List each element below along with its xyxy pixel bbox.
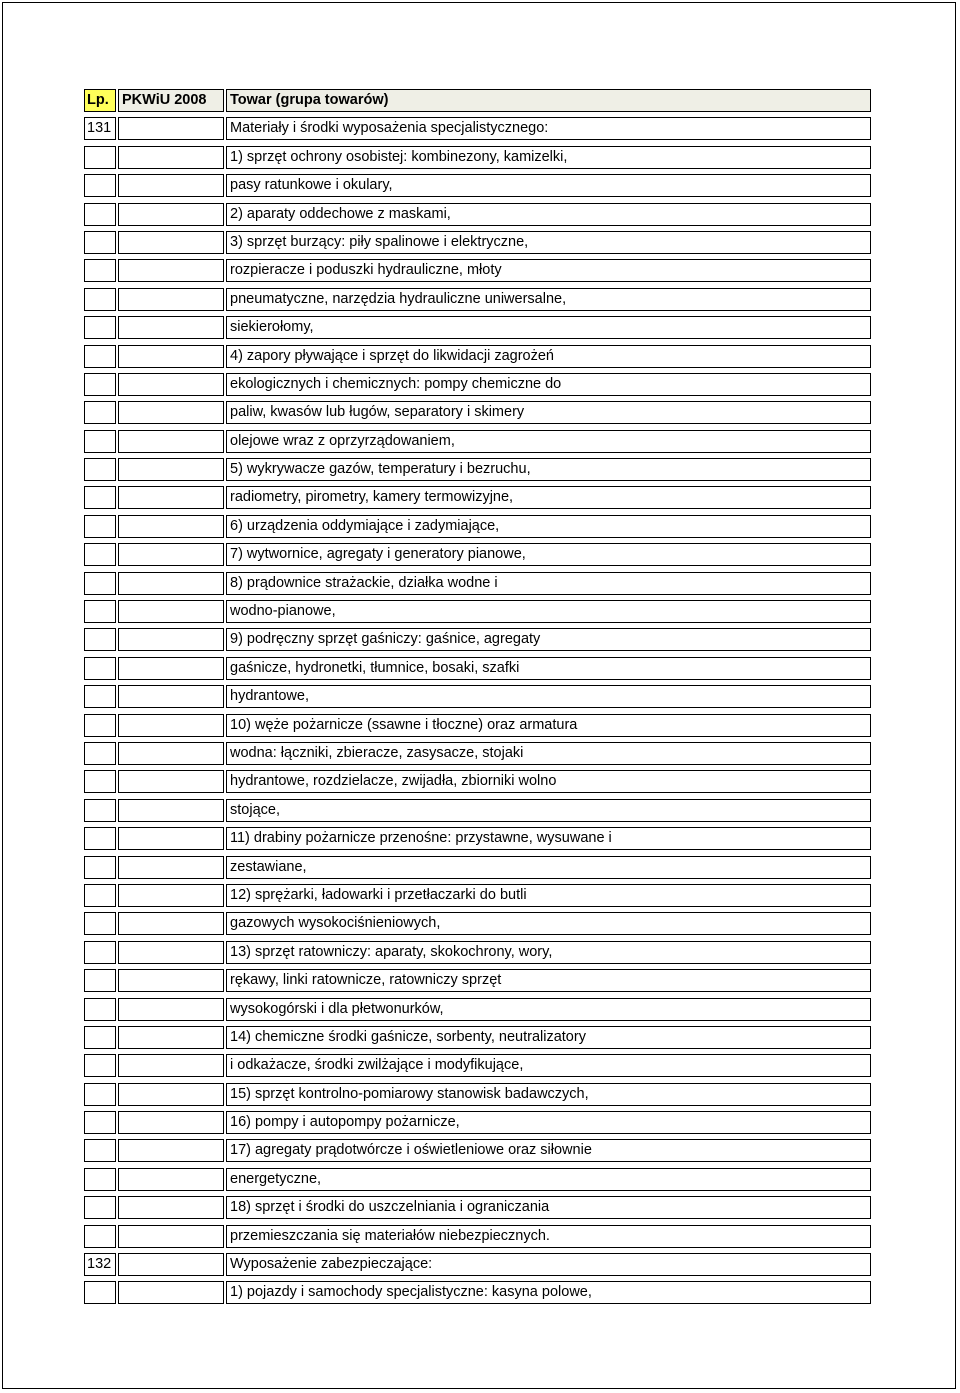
row-pkwiu-cell xyxy=(118,799,224,822)
row-towar-cell: gazowych wysokociśnieniowych, xyxy=(226,912,871,935)
row-towar-cell: 16) pompy i autopompy pożarnicze, xyxy=(226,1111,871,1134)
row-towar-cell: zestawiane, xyxy=(226,856,871,879)
row-towar-cell: 1) pojazdy i samochody specjalistyczne: kasyna polowe, xyxy=(226,1281,871,1304)
row-lp-cell xyxy=(84,969,116,992)
row-lp-cell xyxy=(84,799,116,822)
row-towar-cell: radiometry, pirometry, kamery termowizyjne, xyxy=(226,486,871,509)
row-pkwiu-cell xyxy=(118,373,224,396)
row-lp-cell xyxy=(84,1111,116,1134)
row-lp-cell xyxy=(84,998,116,1021)
row-lp-cell xyxy=(84,231,116,254)
row-pkwiu-cell xyxy=(118,174,224,197)
row-pkwiu-cell xyxy=(118,203,224,226)
row-lp-cell xyxy=(84,345,116,368)
row-lp-cell xyxy=(84,146,116,169)
row-pkwiu-cell xyxy=(118,600,224,623)
row-pkwiu-cell xyxy=(118,941,224,964)
row-towar-cell: przemieszczania się materiałów niebezpiecznych. xyxy=(226,1225,871,1248)
row-lp-cell xyxy=(84,401,116,424)
row-pkwiu-cell xyxy=(118,657,224,680)
row-towar-cell: gaśnicze, hydronetki, tłumnice, bosaki, szafki xyxy=(226,657,871,680)
row-towar-cell: hydrantowe, rozdzielacze, zwijadła, zbiorniki wolno xyxy=(226,770,871,793)
row-towar-cell: wodno-pianowe, xyxy=(226,600,871,623)
header-towar: Towar (grupa towarów) xyxy=(226,89,871,112)
row-towar-cell: 12) sprężarki, ładowarki i przetłaczarki do butli xyxy=(226,884,871,907)
row-lp-cell xyxy=(84,657,116,680)
row-towar-cell: i odkażacze, środki zwilżające i modyfikujące, xyxy=(226,1054,871,1077)
row-pkwiu-cell xyxy=(118,998,224,1021)
row-pkwiu-cell xyxy=(118,628,224,651)
row-towar-cell: 11) drabiny pożarnicze przenośne: przystawne, wysuwane i xyxy=(226,827,871,850)
row-pkwiu-cell xyxy=(118,1225,224,1248)
row-lp-cell xyxy=(84,572,116,595)
row-towar-cell: pasy ratunkowe i okulary, xyxy=(226,174,871,197)
row-pkwiu-cell xyxy=(118,827,224,850)
row-lp-cell xyxy=(84,600,116,623)
row-lp-cell xyxy=(84,259,116,282)
row-pkwiu-cell xyxy=(118,259,224,282)
row-towar-cell: 3) sprzęt burzący: piły spalinowe i elektryczne, xyxy=(226,231,871,254)
row-pkwiu-cell xyxy=(118,1111,224,1134)
row-lp-cell xyxy=(84,827,116,850)
row-towar-cell: rozpieracze i poduszki hydrauliczne, młoty xyxy=(226,259,871,282)
row-lp-cell xyxy=(84,203,116,226)
row-pkwiu-cell xyxy=(118,1253,224,1276)
row-towar-cell: 15) sprzęt kontrolno-pomiarowy stanowisk badawczych, xyxy=(226,1083,871,1106)
row-pkwiu-cell xyxy=(118,770,224,793)
row-pkwiu-cell xyxy=(118,345,224,368)
row-towar-cell: 7) wytwornice, agregaty i generatory pianowe, xyxy=(226,543,871,566)
row-towar-cell: 17) agregaty prądotwórcze i oświetleniowe oraz siłownie xyxy=(226,1139,871,1162)
row-towar-cell: energetyczne, xyxy=(226,1168,871,1191)
row-pkwiu-cell xyxy=(118,401,224,424)
row-lp-cell xyxy=(84,912,116,935)
row-pkwiu-cell xyxy=(118,458,224,481)
row-lp-cell xyxy=(84,1225,116,1248)
row-towar-cell: 6) urządzenia oddymiające i zadymiające, xyxy=(226,515,871,538)
row-lp-cell xyxy=(84,1168,116,1191)
row-pkwiu-cell xyxy=(118,912,224,935)
row-pkwiu-cell xyxy=(118,486,224,509)
row-pkwiu-cell xyxy=(118,146,224,169)
row-towar-cell: 9) podręczny sprzęt gaśniczy: gaśnice, agregaty xyxy=(226,628,871,651)
row-lp-cell xyxy=(84,714,116,737)
document-page xyxy=(2,2,956,1389)
row-lp-cell xyxy=(84,685,116,708)
row-lp-cell xyxy=(84,1281,116,1304)
row-towar-cell: Wyposażenie zabezpieczające: xyxy=(226,1253,871,1276)
row-lp-cell: 132 xyxy=(84,1253,116,1276)
row-towar-cell: paliw, kwasów lub ługów, separatory i skimery xyxy=(226,401,871,424)
row-pkwiu-cell xyxy=(118,1168,224,1191)
row-towar-cell: ekologicznych i chemicznych: pompy chemiczne do xyxy=(226,373,871,396)
row-towar-cell: wodna: łączniki, zbieracze, zasysacze, stojaki xyxy=(226,742,871,765)
row-towar-cell: 18) sprzęt i środki do uszczelniania i ograniczania xyxy=(226,1196,871,1219)
row-pkwiu-cell xyxy=(118,543,224,566)
row-pkwiu-cell xyxy=(118,1281,224,1304)
row-lp-cell xyxy=(84,1026,116,1049)
row-lp-cell xyxy=(84,515,116,538)
row-towar-cell: 4) zapory pływające i sprzęt do likwidacji zagrożeń xyxy=(226,345,871,368)
row-pkwiu-cell xyxy=(118,288,224,311)
row-towar-cell: 10) węże pożarnicze (ssawne i tłoczne) oraz armatura xyxy=(226,714,871,737)
row-lp-cell xyxy=(84,430,116,453)
row-lp-cell xyxy=(84,1139,116,1162)
row-towar-cell: 2) aparaty oddechowe z maskami, xyxy=(226,203,871,226)
row-towar-cell: stojące, xyxy=(226,799,871,822)
row-towar-cell: 1) sprzęt ochrony osobistej: kombinezony, kamizelki, xyxy=(226,146,871,169)
header-pkwiu: PKWiU 2008 xyxy=(118,89,224,112)
row-towar-cell: 13) sprzęt ratowniczy: aparaty, skokochrony, wory, xyxy=(226,941,871,964)
row-lp-cell xyxy=(84,486,116,509)
row-pkwiu-cell xyxy=(118,430,224,453)
row-lp-cell xyxy=(84,174,116,197)
row-pkwiu-cell xyxy=(118,969,224,992)
row-lp-cell xyxy=(84,543,116,566)
row-pkwiu-cell xyxy=(118,742,224,765)
row-lp-cell xyxy=(84,1054,116,1077)
row-lp-cell xyxy=(84,884,116,907)
row-towar-cell: 8) prądownice strażackie, działka wodne i xyxy=(226,572,871,595)
row-pkwiu-cell xyxy=(118,231,224,254)
row-lp-cell xyxy=(84,1083,116,1106)
row-pkwiu-cell xyxy=(118,1139,224,1162)
row-pkwiu-cell xyxy=(118,714,224,737)
row-pkwiu-cell xyxy=(118,685,224,708)
row-pkwiu-cell xyxy=(118,515,224,538)
row-lp-cell xyxy=(84,742,116,765)
row-towar-cell: hydrantowe, xyxy=(226,685,871,708)
row-pkwiu-cell xyxy=(118,1196,224,1219)
row-towar-cell: 14) chemiczne środki gaśnicze, sorbenty, neutralizatory xyxy=(226,1026,871,1049)
row-towar-cell: wysokogórski i dla płetwonurków, xyxy=(226,998,871,1021)
row-towar-cell: rękawy, linki ratownicze, ratowniczy sprzęt xyxy=(226,969,871,992)
row-towar-cell: 5) wykrywacze gazów, temperatury i bezruchu, xyxy=(226,458,871,481)
row-lp-cell xyxy=(84,941,116,964)
row-towar-cell: pneumatyczne, narzędzia hydrauliczne uniwersalne, xyxy=(226,288,871,311)
row-pkwiu-cell xyxy=(118,884,224,907)
row-lp-cell xyxy=(84,458,116,481)
row-pkwiu-cell xyxy=(118,117,224,140)
row-pkwiu-cell xyxy=(118,856,224,879)
row-towar-cell: olejowe wraz z oprzyrządowaniem, xyxy=(226,430,871,453)
row-lp-cell xyxy=(84,373,116,396)
row-lp-cell xyxy=(84,1196,116,1219)
row-lp-cell xyxy=(84,288,116,311)
row-towar-cell: siekierołomy, xyxy=(226,316,871,339)
header-lp: Lp. xyxy=(84,89,116,112)
row-pkwiu-cell xyxy=(118,572,224,595)
row-pkwiu-cell xyxy=(118,1054,224,1077)
row-lp-cell xyxy=(84,856,116,879)
row-towar-cell: Materiały i środki wyposażenia specjalistycznego: xyxy=(226,117,871,140)
row-lp-cell xyxy=(84,628,116,651)
row-lp-cell: 131 xyxy=(84,117,116,140)
row-pkwiu-cell xyxy=(118,1026,224,1049)
row-lp-cell xyxy=(84,770,116,793)
row-pkwiu-cell xyxy=(118,1083,224,1106)
row-lp-cell xyxy=(84,316,116,339)
row-pkwiu-cell xyxy=(118,316,224,339)
